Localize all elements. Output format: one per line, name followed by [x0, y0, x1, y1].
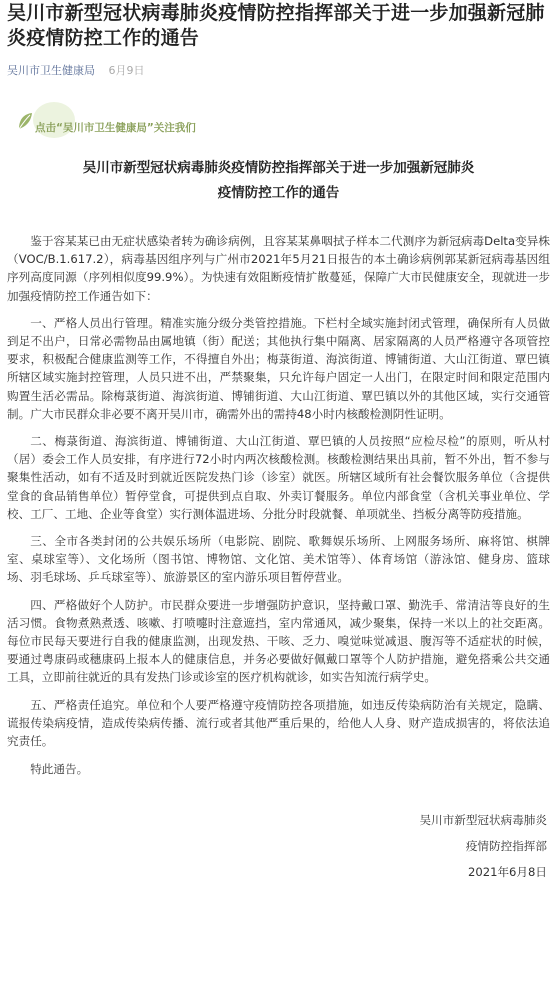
paragraph-section-5: 五、严格责任追究。单位和个人要严格遵守疫情防控各项措施，如违反传染病防治有关规定，隐瞒、谎报传染病疫情，造成传染病传播、流行或者其他严重后果的，给他人人身、财产造成损害的，将依法追究责任。: [7, 697, 550, 749]
signature-line1: 吴川市新型冠状病毒肺炎: [419, 813, 547, 828]
document-title-line1: 吴川市新型冠状病毒肺炎疫情防控指挥部关于进一步加强新冠肺炎: [82, 160, 475, 176]
signature-date: 2021年6月8日: [467, 865, 547, 880]
paragraph-section-1: 一、严格人员出行管理。精准实施分级分类管控措施。下栏村全域实施封闭式管理，确保所有人员做到足不出户，日常必需物品由属地镇（街）配送；其他执行集中隔离、居家隔离的人员严格遵守各项管控要求，积极配合健康监测等工作，不得擅自外出；梅菉街道、海滨街道、博铺街道、大山江街道、覃巴镇所辖区域实施封控管理，人员只进不出，严禁聚集，只允许每户固定一人出门，在限定时间和限定范围内购置生活必需品。除梅菉街道、海滨街道、博铺街道、大山江街道、覃巴镇以外的其他区域，实行交通管制。广大市民群众非必要不离开吴川市，确需外出的需持48小时内核酸检测阴性证明。: [7, 315, 550, 421]
document-title-line2: 疫情防控工作的通告: [217, 185, 340, 201]
publish-date: 6月9日: [108, 64, 145, 77]
paragraph-section-3: 三、全市各类封闭的公共娱乐场所（电影院、剧院、歌舞娱乐场所、上网服务场所、麻将馆、棋牌室、桌球室等）、文化场所（图书馆、博物馆、文化馆、美术馆等）、体育场馆（游泳馆、健身房、篮球场、羽毛球场、乒乓球室等）、旅游景区的室内游乐项目暂停营业。: [7, 534, 550, 585]
document-title: [7, 156, 550, 206]
follow-banner[interactable]: [9, 102, 249, 142]
article-title: 吴川市新型冠状病毒肺炎疫情防控指挥部关于进一步加强新冠肺炎疫情防控工作的通告: [7, 2, 545, 49]
paragraph-section-2: 二、梅菉街道、海滨街道、博铺街道、大山江街道、覃巴镇的人员按照“应检尽检”的原则，听从村（居）委会工作人员安排，有序进行72小时内两次核酸检测。核酸检测结果出具前，暂不外出，暂不参与聚集性活动，如有不适及时到就近医院发热门诊（诊室）就医。所辖区域所有社会餐饮服务单位（含提供堂食的食品销售单位）暂停堂食，可提供到点自取、外卖订餐服务。单位内部食堂（含机关事业单位、学校、工厂、工地、企业等食堂）实行测体温进场、分批分时段就餐、单项就坐、挡板分离等防疫措施。: [7, 434, 550, 521]
paragraph-closing: 特此通告。: [30, 762, 89, 777]
paragraph-intro: 鉴于容某某已由无症状感染者转为确诊病例，且容某某鼻咽拭子样本二代测序为新冠病毒Delta变异株（VOC/B.1.617.2），病毒基因组序列与广州市2021年5月21日报告的本土确诊病例郭某新冠病毒基因组序列高度同源（序列相似度99.9%）。为快速有效阻断疫情扩散蔓延，保障广大市民健康安全，现就进一步加强疫情防控工作通告如下：: [7, 234, 550, 303]
follow-banner-text: 点击“吴川市卫生健康局”关注我们: [35, 122, 196, 134]
account-name-link[interactable]: 吴川市卫生健康局: [7, 64, 95, 77]
leaf-icon: [16, 111, 34, 131]
signature-block: [7, 807, 550, 885]
article-meta: [7, 62, 550, 80]
paragraph-section-4: 四、严格做好个人防护。市民群众要进一步增强防护意识，坚持戴口罩、勤洗手、常清洁等良好的生活习惯。食物煮熟煮透、咳嗽、打喷嚏时注意遮挡，室内常通风，减少聚集，保持一米以上的社交距离。每位市民每天要进行自我的健康监测，出现发热、干咳、乏力、嗅觉味觉减退、腹泻等不适症状的时候，要通过粤康码或穗康码上报本人的健康信息，并务必要做好佩戴口罩等个人防护措施，避免搭乘公共交通工具，立即前往就近的具有发热门诊或诊室的医疗机构就诊，如实告知流行病学史。: [7, 597, 550, 685]
signature-line2: 疫情防控指挥部: [465, 839, 547, 854]
